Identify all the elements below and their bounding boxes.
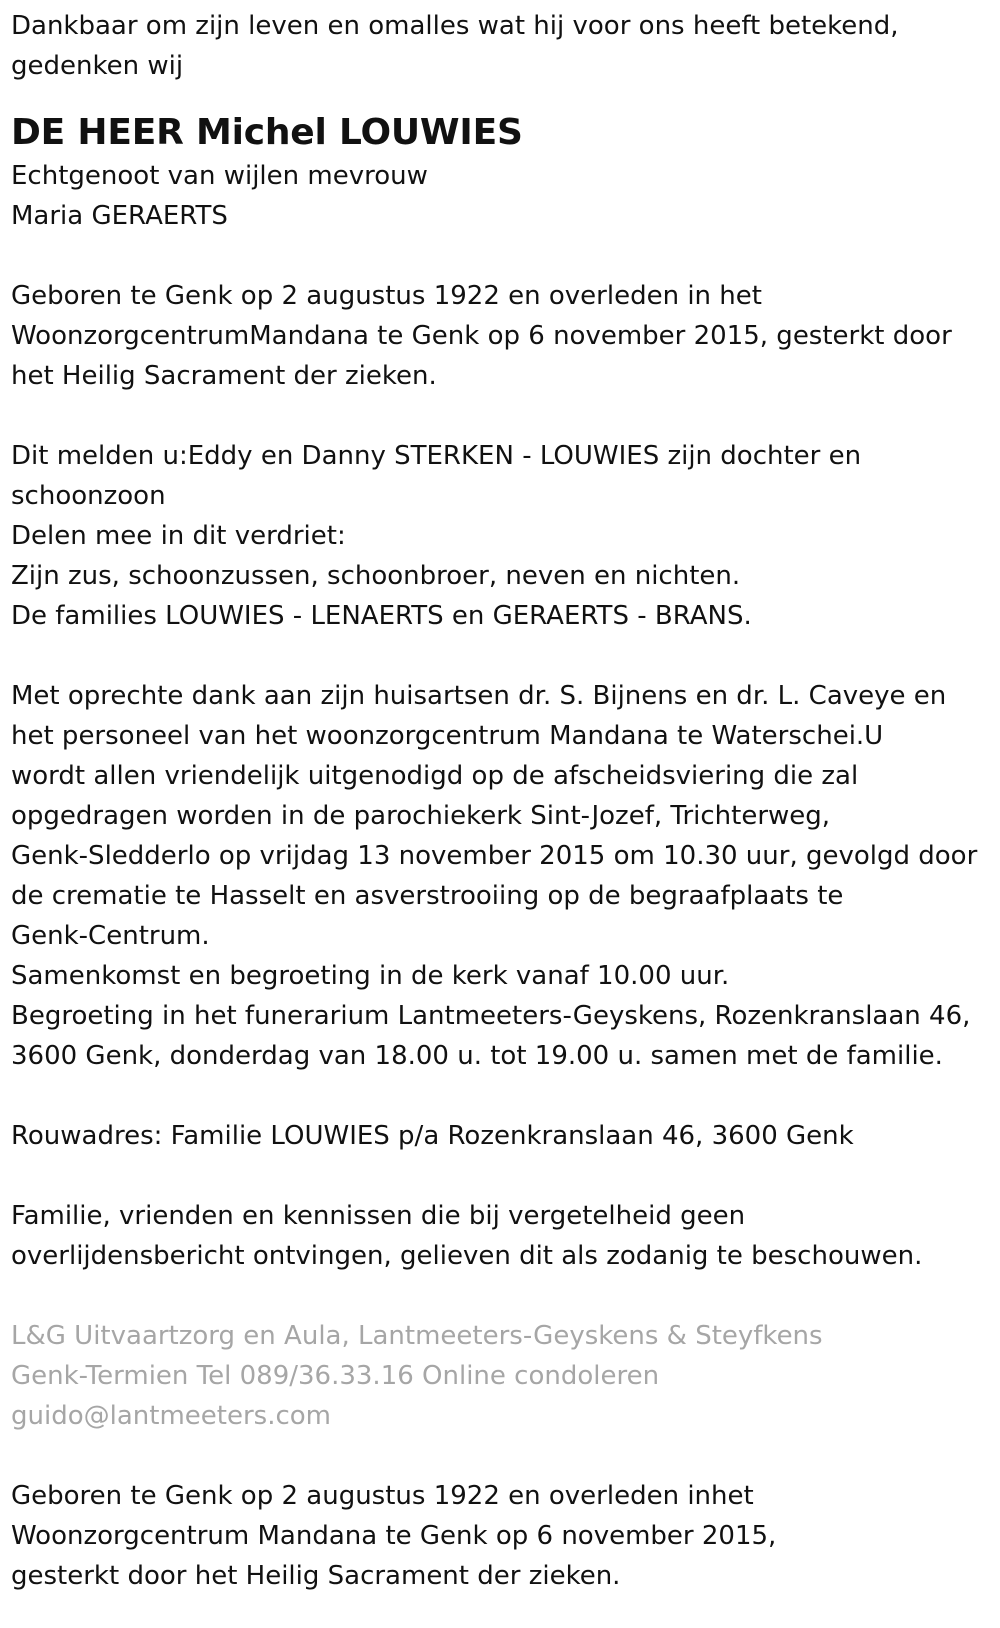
text-line: Delen mee in dit verdriet: (11, 521, 346, 551)
text-line: Woonzorgcentrum Mandana te Genk op 6 november 2015, (11, 1521, 777, 1551)
text-line: Samenkomst en begroeting in de kerk vanaf 10.00 uur. (11, 961, 730, 991)
text-line: gesterkt door het Heilig Sacrament der zieken. (11, 1561, 621, 1591)
birth-death-paragraph (11, 276, 990, 396)
undertaker-name: L&G Uitvaartzorg en Aula, Lantmeeters-Geyskens & Steyfkens (11, 1321, 823, 1351)
text-line: wordt allen vriendelijk uitgenodigd op de afscheidsviering die zal (11, 761, 859, 791)
spouse-paragraph (11, 156, 990, 236)
undertaker-info (11, 1316, 990, 1436)
text-line: schoonzoon (11, 481, 166, 511)
notice-paragraph (11, 1196, 990, 1276)
text-line: Rouwadres: Familie LOUWIES p/a Rozenkranslaan 46, 3600 Genk (11, 1121, 854, 1151)
undertaker-contact: Genk-Termien Tel 089/36.33.16 Online condoleren (11, 1361, 660, 1391)
text-line: Met oprechte dank aan zijn huisartsen dr. S. Bijnens en dr. L. Caveye en (11, 681, 947, 711)
spacer (11, 1276, 990, 1316)
spacer (11, 636, 990, 676)
text-line: Geboren te Genk op 2 augustus 1922 en overleden inhet (11, 1481, 754, 1511)
birth-death-repeat-paragraph (11, 1476, 990, 1596)
text-line: Geboren te Genk op 2 augustus 1922 en overleden in het (11, 281, 762, 311)
text-line: de crematie te Hasselt en asverstrooiing op de begraafplaats te (11, 881, 844, 911)
deceased-name-heading: DE HEER Michel LOUWIES (11, 112, 523, 153)
intro-paragraph (11, 6, 990, 86)
text-line: het Heilig Sacrament der zieken. (11, 361, 437, 391)
text-line: opgedragen worden in de parochiekerk Sint-Jozef, Trichterweg, (11, 801, 831, 831)
service-paragraph (11, 676, 990, 1076)
text-line: Genk-Centrum. (11, 921, 210, 951)
text-line: Zijn zus, schoonzussen, schoonbroer, neven en nichten. (11, 561, 741, 591)
text-line: overlijdensbericht ontvingen, gelieven dit als zodanig te beschouwen. (11, 1241, 923, 1271)
text-line: Maria GERAERTS (11, 201, 228, 231)
text-line: De families LOUWIES - LENAERTS en GERAERTS - BRANS. (11, 601, 752, 631)
text-line: het personeel van het woonzorgcentrum Mandana te Waterschei.U (11, 721, 884, 751)
mourning-address (11, 1116, 990, 1156)
text-line: Familie, vrienden en kennissen die bij vergetelheid geen (11, 1201, 746, 1231)
text-line: Genk-Sledderlo op vrijdag 13 november 2015 om 10.30 uur, gevolgd door (11, 841, 978, 871)
spacer (11, 1436, 990, 1476)
text-line: WoonzorgcentrumMandana te Genk op 6 november 2015, gesterkt door (11, 321, 952, 351)
text-line: Begroeting in het funerarium Lantmeeters-Geyskens, Rozenkranslaan 46, (11, 1001, 971, 1031)
spacer (11, 396, 990, 436)
text-line: 3600 Genk, donderdag van 18.00 u. tot 19.00 u. samen met de familie. (11, 1041, 943, 1071)
text-line: Dankbaar om zijn leven en omalles wat hij voor ons heeft betekend, (11, 11, 899, 41)
text-line: Echtgenoot van wijlen mevrouw (11, 161, 428, 191)
spacer (11, 1076, 990, 1116)
text-line: Dit melden u:Eddy en Danny STERKEN - LOUWIES zijn dochter en (11, 441, 862, 471)
spacer (11, 1156, 990, 1196)
text-line: gedenken wij (11, 51, 184, 81)
undertaker-email: guido@lantmeeters.com (11, 1401, 331, 1431)
family-paragraph (11, 436, 990, 636)
spacer (11, 236, 990, 276)
